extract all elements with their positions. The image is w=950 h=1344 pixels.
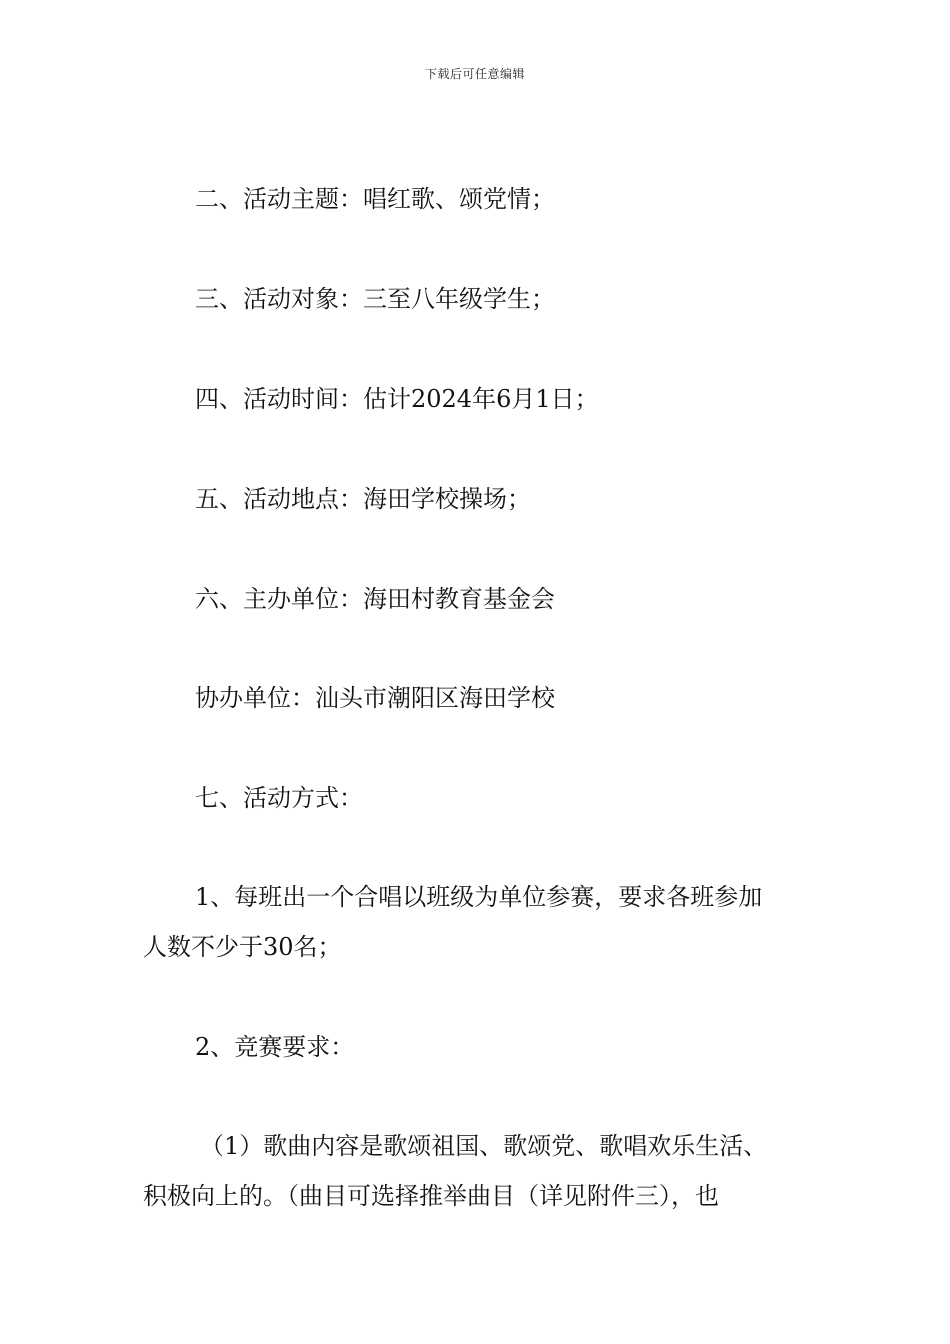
text-line-theme: 二、活动主题：唱红歌、颂党情； (195, 185, 555, 213)
text-line-method-heading: 七、活动方式： (195, 784, 363, 812)
text-line-location: 五、活动地点：海田学校操场； (195, 485, 531, 513)
text-line-method-1: 1、每班出一个合唱以班级为单位参赛，要求各班参加 (195, 883, 763, 911)
text-line-requirement-1: （1）歌曲内容是歌颂祖国、歌颂党、歌唱欢乐生活、 (200, 1132, 768, 1160)
text-line-requirement-1-cont: 积极向上的。（曲目可选择推举曲目（详见附件三），也 (143, 1182, 719, 1210)
text-line-audience: 三、活动对象：三至八年级学生； (195, 285, 555, 313)
text-line-co-organizer: 协办单位：汕头市潮阳区海田学校 (195, 684, 555, 712)
header-note: 下载后可任意编辑 (424, 67, 525, 81)
text-line-method-2: 2、竞赛要求： (195, 1033, 355, 1061)
text-line-time: 四、活动时间：估计2024年6月1日； (195, 385, 599, 413)
text-line-organizer: 六、主办单位：海田村教育基金会 (195, 585, 555, 613)
text-line-method-1-cont: 人数不少于30名； (143, 933, 342, 961)
